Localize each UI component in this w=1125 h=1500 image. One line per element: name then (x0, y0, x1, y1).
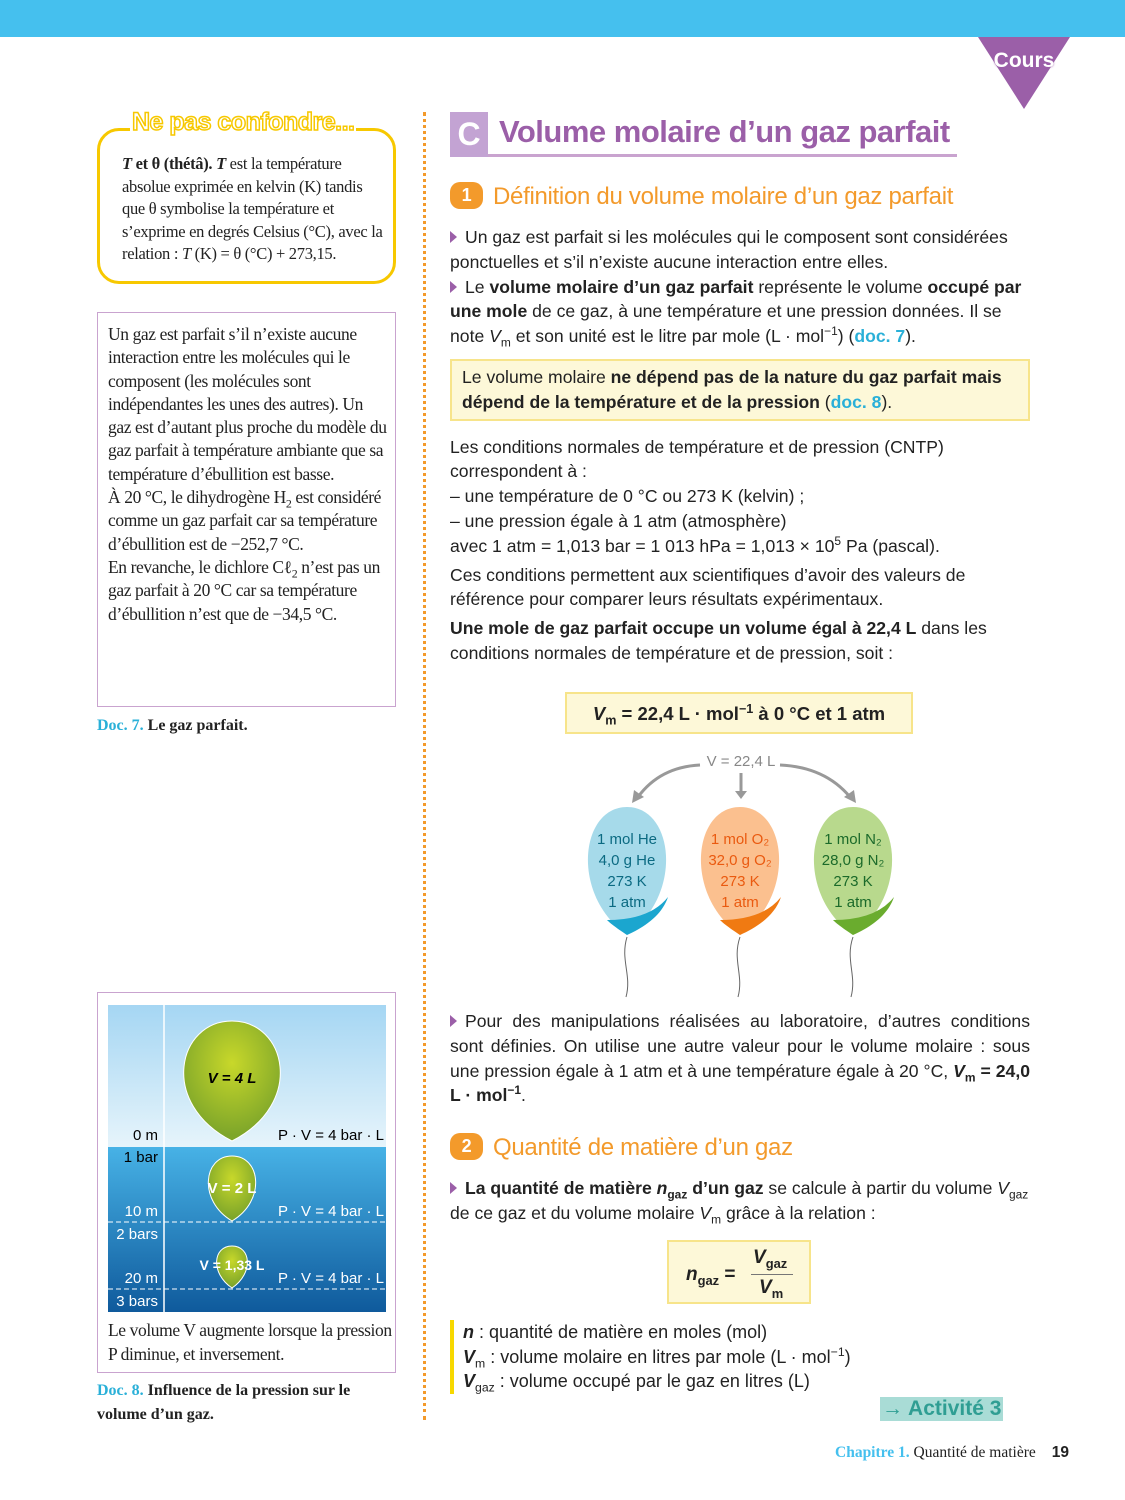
balloon-label: V = 4 L (207, 1070, 257, 1087)
svg-text:273 K: 273 K (720, 873, 760, 890)
key-point-box: Le volume molaire ne dépend pas de la nature du gaz parfait mais dépend de la température et de la pression (doc. 8). (450, 359, 1030, 421)
s2-text: La quantité de matière $n_{gaz}$ d’un gaz se calcule à partir du volume $V_{gaz}$ de ce gaz et du volume molaire $V_m$ grâce à la relation : (450, 1178, 1029, 1227)
bullet-icon (450, 1015, 457, 1027)
svg-text:P · V = 4 bar · L: P · V = 4 bar · L (277, 1127, 384, 1144)
doc8-caption: Doc. 8. Influence de la pression sur le volume d’un gaz. (97, 1382, 351, 1423)
svg-text:1 atm: 1 atm (721, 894, 759, 911)
doc7-caption: Doc. 7. Le gaz parfait. (97, 717, 248, 734)
balloons-figure (560, 745, 920, 1000)
bullet-icon (450, 231, 457, 243)
svg-text:273 K: 273 K (607, 873, 647, 890)
subsection-2-heading: 2 Quantité de matière d’un gaz (450, 1133, 793, 1162)
aside-title: Ne pas confondre... (132, 108, 355, 136)
page-number: 19 (1051, 1444, 1069, 1461)
pressure-diagram (98, 993, 394, 1313)
doc7-link[interactable]: doc. 7 (854, 326, 906, 347)
svg-text:1 atm: 1 atm (834, 894, 872, 911)
column-divider (423, 112, 426, 1420)
svg-text:20 m: 20 m (124, 1270, 158, 1287)
balloon-label: V = 2 L (207, 1180, 257, 1197)
balloon-label: V = 1,33 L (199, 1257, 265, 1273)
svg-text:0 m: 0 m (132, 1127, 158, 1144)
svg-text:1 mol N₂: 1 mol N₂ (824, 831, 882, 848)
formula-ngaz: $n_{gaz}$ = $V_{gaz}$ $V_m$ (667, 1240, 811, 1304)
doc8-link[interactable]: doc. 8 (830, 391, 882, 412)
svg-text:2 bars: 2 bars (116, 1226, 158, 1243)
svg-text:273 K: 273 K (833, 873, 873, 890)
svg-text:10 m: 10 m (124, 1203, 158, 1220)
svg-text:1 bar: 1 bar (123, 1149, 158, 1166)
subsection-1-heading: 1 Définition du volume molaire d’un gaz parfait (450, 182, 953, 211)
bullet-icon (450, 1182, 457, 1194)
svg-text:1 mol He: 1 mol He (596, 831, 658, 848)
section-heading: C Volume molaire d’un gaz parfait (450, 112, 957, 157)
top-bar (0, 0, 1125, 37)
bullet-icon (450, 281, 457, 293)
svg-text:P · V = 4 bar · L: P · V = 4 bar · L (277, 1270, 384, 1287)
footer: Chapitre 1. Quantité de matière 19 (835, 1444, 1069, 1461)
svg-text:V = 22,4 L: V = 22,4 L (706, 753, 776, 770)
svg-text:3 bars: 3 bars (116, 1293, 158, 1310)
formula-vm: $V_m = 22,4$ L · mol$^{-1}$ à 0 °C et 1 atm (565, 692, 913, 734)
formula-legend: n : quantité de matière en moles (mol) $V_m$ : volume molaire en litres par mole (L · mol$^{-1}$) $V_{gaz}$ : volume occupé par le gaz en litres (L) (450, 1320, 851, 1394)
doc7-box: Un gaz est parfait s’il n’existe aucune interaction entre les molécules qui le composent (les molécules sont indépendantes les unes des autres). Un gaz est d’autant plus proche du modèle du gaz parfait à température ambiante que sa température d’ébullition est basse. À 20 °C, le dihydrogène $H_2$ est considéré comme un gaz parfait car sa température d’ébullition est de −252,7 °C. En revanche, le dichlore Cℓ$_2$ n’est pas un gaz parfait à 20 °C car sa température d’ébullition n’est que de −34,5 °C. (97, 312, 396, 707)
svg-text:1 mol O₂: 1 mol O₂ (710, 831, 770, 848)
aside-box: T et θ (thétâ). T est la température absolue exprimée en kelvin (K) tandis que θ symbolise la température et s’exprime en degrés Celsius (°C), avec la relation : T (K) = θ (°C) + 273,15. (97, 128, 396, 284)
svg-text:32,0 g O₂: 32,0 g O₂ (708, 852, 772, 869)
activity-link[interactable]: → Activité 3 (882, 1397, 1002, 1420)
doc8-text: Le volume V augmente lorsque la pression P diminue, et inversement. (108, 1320, 392, 1364)
s1-lab-text: Pour des manipulations réalisées au laboratoire, d’autres conditions sont définies. On utilise une autre valeur pour le volume molaire : sous une pression égale à 1 atm et à une température égale à 20 °C, $V_m = 24,0$ L · mol$^{-1}$. (450, 1011, 1030, 1106)
svg-text:1 atm: 1 atm (608, 894, 646, 911)
svg-text:28,0 g N₂: 28,0 g N₂ (821, 852, 885, 869)
doc8-box (97, 992, 396, 1373)
cours-tab: Cours (978, 37, 1070, 109)
svg-text:4,0 g He: 4,0 g He (598, 852, 656, 869)
svg-text:P · V = 4 bar · L: P · V = 4 bar · L (277, 1203, 384, 1220)
s1-text: Un gaz est parfait si les molécules qui le composent sont considérées ponctuelles et s’il n’existe aucune interaction entre elles. Le volume molaire d’un gaz parfait représente le volume occupé par une mole de ce gaz, à une température et une pression données. Il se note $V_m$ et son unité est le litre par mole (L · mol$^{-1}$) (doc. 7). Le volume molaire ne dépend pas de la nature du gaz parfait mais dépend de la température et de la pression (doc. 8). Les conditions normales de température et de pression (CNTP) correspondent à : – une température de 0 °C ou 273 K (kelvin) ; – une pression égale à 1 atm (atmosphère) avec 1 atm = 1,013 bar = 1 013 hPa = $1,013 \times 10^5$ Pa (pascal). Ces conditions permettent aux scientifiques d’avoir des valeurs de référence pour comparer leurs résultats expérimentaux. Une mole de gaz parfait occupe un volume égal à 22,4 L dans les conditions normales de température et de pression, soit : (450, 225, 1030, 666)
